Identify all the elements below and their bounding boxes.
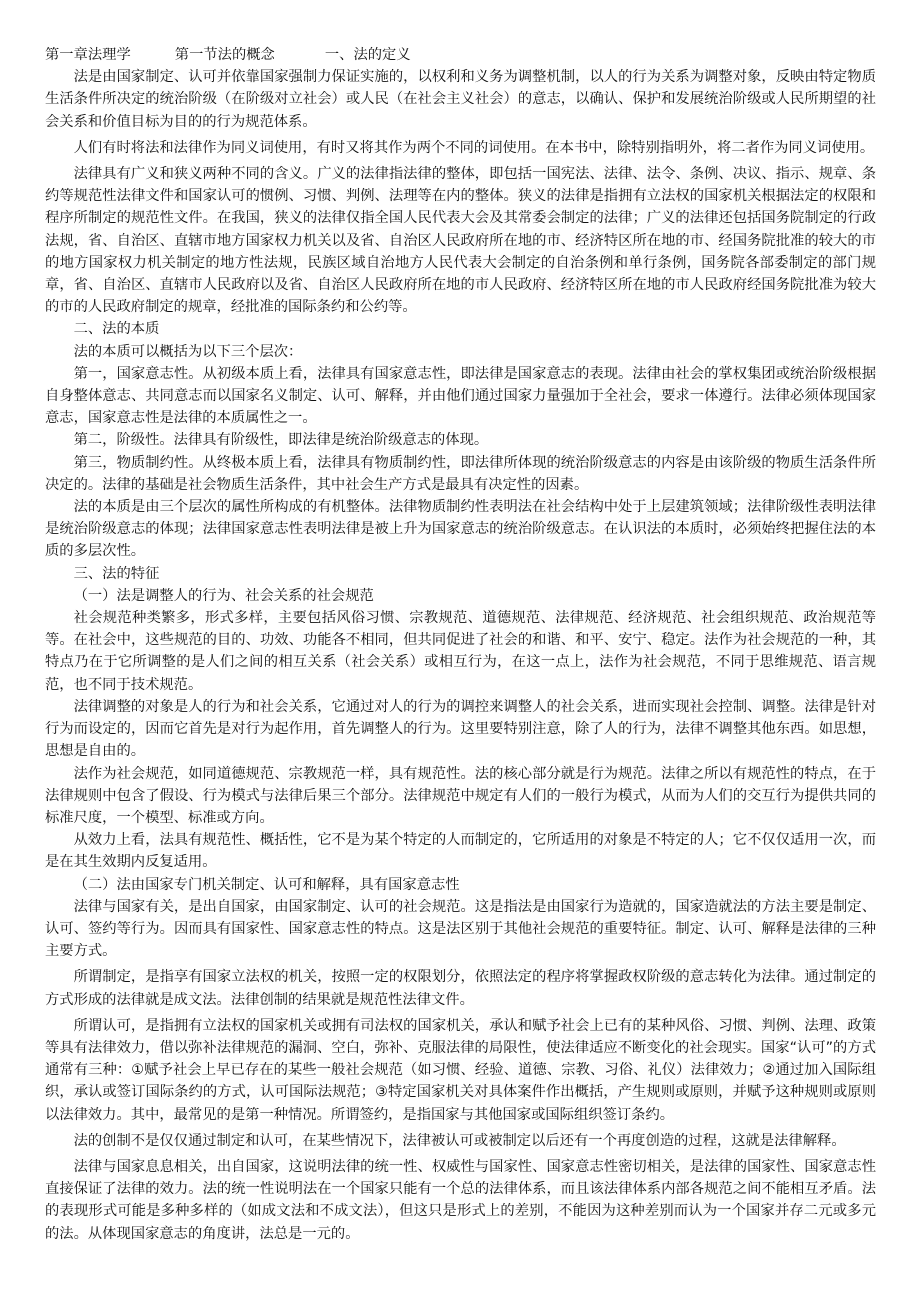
title-row xyxy=(45,44,876,66)
paragraph: 法律与国家息息相关，出自国家，这说明法律的统一性、权威性与国家性、国家意志性密切相关，是法律的国家性、国家意志性直接保证了法律的效力。法的统一性说明法在一个国家只能有一个总的法律体系，而且该法律体系内部各规范之间不能相互矛盾。法的表现形式可能是多种多样的（如成文法和不成文法），但这只是形式上的差别，不能因为这种差别而认为一个国家并存二元或多元的法。从体现国家意志的角度讲，法总是一元的。 xyxy=(45,1158,876,1242)
paragraph: 所谓认可，是指拥有立法权的国家机关或拥有司法权的国家机关，承认和赋予社会上已有的某种风俗、习惯、判例、法理、政策等具有法律效力，借以弥补法律规范的漏洞、空白，弥补、克服法律的局限性，使法律适应不断变化的社会现实。国家“认可”的方式通常有三种：①赋予社会上早已存在的某些一般社会规范（如习惯、经验、道德、宗教、习俗、礼仪）法律效力；②通过加入国际组织，承认或签订国际条约的方式，认可国际法规范；③特定国家机关对具体案件作出概括，产生规则或原则，并赋予这种规则或原则以法律效力。其中，最常见的是第一种情况。所谓签约，是指国家与其他国家或国际组织签订条约。 xyxy=(45,1017,876,1123)
paragraph: 法是由国家制定、认可并依靠国家强制力保证实施的，以权利和义务为调整机制，以人的行为关系为调整对象，反映由特定物质生活条件所决定的统治阶级（在阶级对立社会）或人民（在社会主义社会）的意志，以确认、保护和发展统治阶级或人民所期望的社会关系和价值目标为目的的行为规范体系。 xyxy=(45,69,876,130)
subheading: （二）法由国家专门机关制定、认可和解释，具有国家意志性 xyxy=(73,876,460,893)
paragraph: 人们有时将法和法律作为同义词使用，有时又将其作为两个不同的词使用。在本书中，除特别指明外，将二者作为同义词使用。 xyxy=(73,139,875,156)
paragraph: 第二，阶级性。法律具有阶级性，即法律是统治阶级意志的体现。 xyxy=(73,432,489,449)
subheading: （一）法是调整人的行为、社会关系的社会规范 xyxy=(73,587,374,604)
paragraph: 法的创制不是仅仅通过制定和认可，在某些情况下，法律被认可或被制定以后还有一个再度创造的过程，这就是法律解释。 xyxy=(73,1132,846,1149)
paragraph: 社会规范种类繁多，形式多样，主要包括风俗习惯、宗教规范、道德规范、法律规范、经济规范、社会组织规范、政治规范等等。在社会中，这些规范的目的、功效、功能各不相同，但共同促进了社会的和谐、和平、安宁、稳定。法作为社会规范的一种，其特点乃在于它所调整的是人们之间的相互关系（社会关系）或相互行为，在这一点上，法作为社会规范，不同于思维规范、语言规范，也不同于技术规范。 xyxy=(45,610,876,693)
paragraph: 从效力上看，法具有规范性、概括性，它不是为某个特定的人而制定的，它所适用的对象是不特定的人；它不仅仅适用一次，而是在其生效期内反复适用。 xyxy=(45,832,876,871)
paragraph: 第三，物质制约性。从终极本质上看，法律具有物质制约性，即法律所体现的统治阶级意志的内容是由该阶级的物质生活条件所决定的。法律的基础是社会物质生活条件，其中社会生产方式是最具有决定性的因素。 xyxy=(45,454,876,493)
paragraph: 法律具有广义和狭义两种不同的含义。广义的法律指法律的整体，即包括一国宪法、法律、法令、条例、决议、指示、规章、条约等规范性法律文件和国家认可的惯例、习惯、判例、法理等在内的整体。狭义的法律是指拥有立法权的国家机关根据法定的权限和程序所制定的规范性文件。在我国，狭义的法律仅指全国人民代表大会及其常委会制定的法律；广义的法律还包括国务院制定的行政法规，省、自治区、直辖市地方国家权力机关以及省、自治区人民政府所在地的市、经济特区所在地的市、经国务院批准的较大的市的地方国家权力机关制定的地方性法规，民族区域自治地方人民代表大会制定的自治条例和单行条例，国务院各部委制定的部门规章，省、自治区、直辖市人民政府以及省、自治区人民政府所在地的市人民政府、经济特区所在地的市人民政府经国务院批准为较大的市的人民政府制定的规章，经批准的国际条约和公约等。 xyxy=(45,166,876,316)
heading-definition: 一、法的定义 xyxy=(324,47,411,63)
section-title: 第一节法的概念 xyxy=(174,47,275,63)
paragraph: 法的本质可以概括为以下三个层次： xyxy=(73,343,303,360)
chapter-title: 第一章法理学 xyxy=(45,47,131,63)
paragraph: 第一，国家意志性。从初级本质上看，法律具有国家意志性，即法律是国家意志的表现。法律由社会的掌权集团或统治阶级根据自身整体意志、共同意志而以国家名义制定、认可、解释，并由他们通过国家力量强加于全社会，要求一体遵行。法律必须体现国家意志，国家意志性是法律的本质属性之一。 xyxy=(45,365,876,427)
paragraph: 法律调整的对象是人的行为和社会关系，它通过对人的行为的调控来调整人的社会关系，进而实现社会控制、调整。法律是针对行为而设定的，因而它首先是对行为起作用，首先调整人的行为。这里要特别注意，除了人的行为，法律不调整其他东西。如思想，思想是自由的。 xyxy=(45,698,876,760)
paragraph: 法的本质是由三个层次的属性所构成的有机整体。法律物质制约性表明法在社会结构中处于上层建筑领域；法律阶级性表明法律是统治阶级意志的体现；法律国家意志性表明法律是被上升为国家意志的统治阶级意志。在认识法的本质时，必须始终把握住法的本质的多层次性。 xyxy=(45,499,876,560)
paragraph: 法作为社会规范，如同道德规范、宗教规范一样，具有规范性。法的核心部分就是行为规范。法律之所以有规范性的特点，在于法律规则中包含了假设、行为模式与法律后果三个部分。法律规范中规定有人们的一般行为模式，从而为人们的交互行为提供共同的标准尺度，一个模型、标准或方向。 xyxy=(45,765,876,826)
heading-features: 三、法的特征 xyxy=(73,565,160,582)
heading-essence: 二、法的本质 xyxy=(73,321,160,338)
paragraph: 所谓制定，是指享有国家立法权的机关，按照一定的权限划分，依照法定的程序将掌握政权阶级的意志转化为法律。通过制定的方式形成的法律就是成文法。法律创制的结果就是规范性法律文件。 xyxy=(45,969,876,1008)
paragraph: 法律与国家有关，是出自国家，由国家制定、认可的社会规范。这是指法是由国家行为造就的，国家造就法的方法主要是制定、认可、签约等行为。因而具有国家性、国家意志性的特点。这是法区别于其他社会规范的重要特征。制定、认可、解释是法律的三种主要方式。 xyxy=(45,898,876,960)
